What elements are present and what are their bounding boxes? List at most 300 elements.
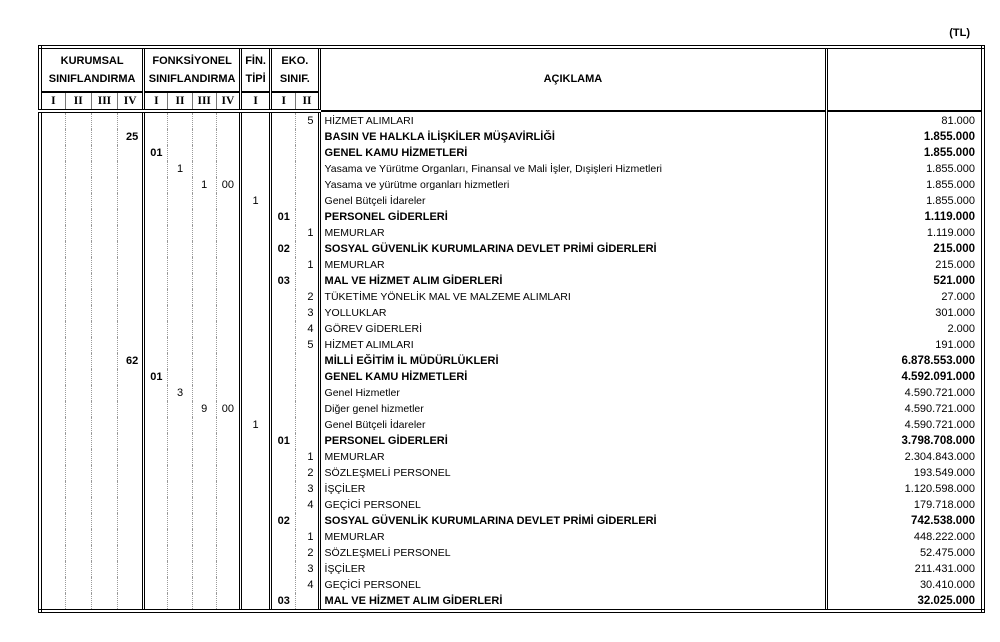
amount-cell: 301.000 [935,307,975,319]
fonksiyonel-iv-cell [216,545,240,561]
eko-i-cell [271,417,296,433]
kurumsal-iv-cell [118,111,144,129]
fonksiyonel-ii-cell [168,545,192,561]
fonksiyonel-ii-cell [168,177,192,193]
kurumsal-line1: KURUMSAL [60,54,124,67]
table-row [40,111,983,129]
table-row [40,417,983,433]
eko-i-cell [271,529,296,545]
kurumsal-ii-cell [65,561,91,577]
description-cell: SOSYAL GÜVENLİK KURUMLARINA DEVLET PRİMİ GİDERLERİ [319,241,827,257]
fin-tipi-cell [240,337,270,353]
amount-cell: 1.119.000 [924,211,975,223]
eko-i-cell: 02 [271,513,296,529]
fonksiyonel-iii-cell [192,497,216,513]
description-cell: Diğer genel hizmetler [319,401,827,417]
eko-ii-cell: 2 [296,465,319,481]
fin-tipi-cell [240,545,270,561]
kurumsal-iv-cell [118,177,144,193]
amount-cell: 32.025.000 [917,595,975,607]
kurumsal-iv-cell [118,305,144,321]
kurumsal-iii-cell [91,369,117,385]
fonksiyonel-i-cell [144,497,168,513]
fonksiyonel-ii-cell [168,129,192,145]
table-row [40,241,983,257]
table-row [40,129,983,145]
fonksiyonel-iv-cell [216,145,240,161]
table-row [40,545,983,561]
kurumsal-ii-cell [65,257,91,273]
eko-ii-cell [296,161,319,177]
description-cell: Genel Bütçeli İdareler [319,417,827,433]
kurumsal-iii-cell [91,145,117,161]
kurumsal-ii-cell [65,241,91,257]
fonksiyonel-iii-cell [192,353,216,369]
kurumsal-iii-cell [91,161,117,177]
table-row [40,481,983,497]
amount-cell: 215.000 [933,243,975,255]
description-cell: PERSONEL GİDERLERİ [319,209,827,225]
table-row [40,209,983,225]
fonksiyonel-ii-cell [168,529,192,545]
table-row [40,401,983,417]
fonksiyonel-line1: FONKSİYONEL [152,54,232,67]
fin-tipi-cell [240,257,270,273]
table-row [40,305,983,321]
fonksiyonel-ii-cell [168,209,192,225]
kurumsal-ii-cell [65,529,91,545]
eko-ii-cell [296,273,319,289]
fin-tipi-cell [240,481,270,497]
fonksiyonel-i-cell [144,545,168,561]
fonksiyonel-ii-cell [168,369,192,385]
fonksiyonel-i-cell: 01 [144,145,168,161]
fonksiyonel-iv-cell [216,209,240,225]
kurumsal-ii-cell [65,161,91,177]
kurumsal-iii-cell [91,337,117,353]
fonksiyonel-i-cell [144,337,168,353]
fonksiyonel-i-cell [144,241,168,257]
description-cell: GENEL KAMU HİZMETLERİ [319,145,827,161]
fonksiyonel-ii-cell [168,561,192,577]
kurumsal-iv-cell [118,273,144,289]
kurumsal-iv-cell [118,561,144,577]
kurumsal-iv-cell [118,193,144,209]
table-row [40,273,983,289]
fonksiyonel-iii-cell [192,545,216,561]
kurumsal-ii-cell [65,225,91,241]
fonksiyonel-iv-cell [216,161,240,177]
kurumsal-ii-cell [65,129,91,145]
kurumsal-ii-cell [65,111,91,129]
kurumsal-iv-cell [118,225,144,241]
kurumsal-iii-cell [91,305,117,321]
eko-i-cell [271,177,296,193]
table-body [40,111,983,611]
kurumsal-iv-cell [118,545,144,561]
fonksiyonel-iii-cell [192,369,216,385]
kurumsal-ii-cell [65,273,91,289]
fonksiyonel-ii-cell [168,193,192,209]
eko-i-cell [271,561,296,577]
description-cell: TÜKETİME YÖNELİK MAL VE MALZEME ALIMLARI [319,289,827,305]
kurumsal-i-cell [40,161,65,177]
fonksiyonel-ii-cell [168,465,192,481]
fonksiyonel-ii-cell [168,241,192,257]
table-row [40,577,983,593]
eko-ii-cell: 3 [296,561,319,577]
fin-tipi-cell [240,385,270,401]
table-row [40,161,983,177]
fonksiyonel-iii-cell [192,257,216,273]
kurumsal-ii-cell [65,193,91,209]
kurumsal-i-cell [40,273,65,289]
kurumsal-i-cell [40,289,65,305]
fonksiyonel-ii-cell [168,257,192,273]
eko-line1: EKO. [281,54,309,67]
fonksiyonel-iv-cell: 00 [216,401,240,417]
kurumsal-col-ii: II [65,92,91,111]
amount-cell: 81.000 [941,114,975,127]
fonksiyonel-ii-cell [168,417,192,433]
amount-cell: 742.538.000 [911,515,975,527]
fonksiyonel-iv-cell [216,273,240,289]
kurumsal-iii-cell [91,257,117,273]
fonksiyonel-iv-cell [216,593,240,611]
fonksiyonel-iv-cell [216,289,240,305]
fonksiyonel-iii-cell [192,481,216,497]
fin-line2: TİPİ [245,73,266,85]
kurumsal-iii-cell [91,129,117,145]
eko-ii-cell: 4 [296,321,319,337]
eko-ii-cell [296,385,319,401]
fonksiyonel-line2: SINIFLANDIRMA [148,73,236,85]
kurumsal-ii-cell [65,209,91,225]
kurumsal-iv-cell [118,401,144,417]
kurumsal-i-cell [40,433,65,449]
kurumsal-ii-cell [65,305,91,321]
table-row [40,145,983,161]
kurumsal-i-cell [40,401,65,417]
kurumsal-line2: SINIFLANDIRMA [48,73,136,85]
kurumsal-i-cell [40,209,65,225]
fonksiyonel-ii-cell [168,225,192,241]
eko-i-cell [271,545,296,561]
kurumsal-iii-cell [91,225,117,241]
kurumsal-i-cell [40,193,65,209]
table-row [40,321,983,337]
fonksiyonel-ii-cell [168,337,192,353]
fonksiyonel-iv-cell [216,337,240,353]
kurumsal-i-cell [40,321,65,337]
amount-cell: 179.718.000 [913,499,975,511]
eko-i-cell [271,449,296,465]
eko-ii-cell: 2 [296,545,319,561]
amount-cell: 4.590.721.000 [904,403,975,415]
description-cell: HİZMET ALIMLARI [319,111,827,129]
fonksiyonel-i-cell [144,401,168,417]
kurumsal-i-cell [40,225,65,241]
fonksiyonel-iii-cell [192,111,216,129]
fonksiyonel-iv-cell [216,561,240,577]
fonksiyonel-iii-cell [192,289,216,305]
fonksiyonel-ii-cell [168,449,192,465]
fonksiyonel-iv-cell [216,321,240,337]
kurumsal-iv-cell [118,449,144,465]
kurumsal-i-cell [40,257,65,273]
fin-tipi-cell [240,289,270,305]
fonksiyonel-i-cell [144,289,168,305]
fonksiyonel-ii-cell [168,481,192,497]
kurumsal-iii-cell [91,177,117,193]
eko-i-cell: 02 [271,241,296,257]
fonksiyonel-iv-cell [216,369,240,385]
amount-cell: 4.592.091.000 [901,371,975,383]
kurumsal-i-cell [40,529,65,545]
fin-tipi-cell [240,353,270,369]
fonksiyonel-iv-cell [216,433,240,449]
fonksiyonel-i-cell [144,161,168,177]
eko-ii-cell: 1 [296,449,319,465]
fonksiyonel-iii-cell [192,241,216,257]
eko-ii-cell: 4 [296,577,319,593]
aciklama-header: AÇIKLAMA [319,47,827,111]
fonksiyonel-ii-cell [168,401,192,417]
description-cell: MAL VE HİZMET ALIM GİDERLERİ [319,593,827,611]
fonksiyonel-ii-cell [168,145,192,161]
eko-i-cell [271,321,296,337]
kurumsal-iii-cell [91,513,117,529]
kurumsal-iv-cell [118,433,144,449]
eko-i-cell [271,257,296,273]
fonksiyonel-iii-cell [192,593,216,611]
kurumsal-iii-cell [91,289,117,305]
fonksiyonel-iii-cell [192,433,216,449]
amount-cell: 1.120.598.000 [904,483,975,495]
kurumsal-iv-cell [118,145,144,161]
fin-tipi-cell [240,111,270,129]
fonksiyonel-ii-cell: 3 [168,385,192,401]
kurumsal-iv-cell [118,577,144,593]
fin-tipi-cell [240,145,270,161]
description-cell: Yasama ve Yürütme Organları, Finansal ve Mali İşler, Dışişleri Hizmetleri [319,161,827,177]
table-row [40,497,983,513]
fonksiyonel-i-cell [144,273,168,289]
kurumsal-i-cell [40,305,65,321]
fin-tipi-cell [240,513,270,529]
eko-ii-cell: 5 [296,337,319,353]
amount-cell: 27.000 [941,291,975,303]
fin-tipi-cell [240,177,270,193]
amount-cell: 1.119.000 [926,227,975,239]
fonksiyonel-iii-cell: 1 [192,177,216,193]
fonksiyonel-iii-cell [192,529,216,545]
kurumsal-iii-cell [91,111,117,129]
eko-ii-cell [296,241,319,257]
fonksiyonel-col-i: I [144,92,168,111]
amount-cell: 2.304.843.000 [904,451,975,463]
table-row [40,193,983,209]
kurumsal-iv-cell: 62 [118,353,144,369]
table-row [40,529,983,545]
fonksiyonel-ii-cell [168,497,192,513]
eko-ii-cell [296,513,319,529]
table-row [40,385,983,401]
fin-tipi-cell: 1 [240,193,270,209]
amount-cell: 4.590.721.000 [904,419,975,431]
amount-cell: 521.000 [933,275,975,287]
amount-cell: 1.855.000 [923,131,975,143]
fin-tipi-cell [240,241,270,257]
kurumsal-ii-cell [65,577,91,593]
fonksiyonel-iii-cell [192,385,216,401]
fonksiyonel-iii-cell [192,145,216,161]
description-cell: HİZMET ALIMLARI [319,337,827,353]
fonksiyonel-iv-cell [216,193,240,209]
description-cell: İŞÇİLER [319,561,827,577]
fonksiyonel-ii-cell [168,353,192,369]
eko-ii-cell [296,417,319,433]
fonksiyonel-i-cell [144,593,168,611]
fonksiyonel-col-iv: IV [216,92,240,111]
kurumsal-ii-cell [65,593,91,611]
table-row [40,369,983,385]
kurumsal-iv-cell [118,593,144,611]
fonksiyonel-iv-cell [216,257,240,273]
fin-tipi-cell [240,401,270,417]
fonksiyonel-ii-cell [168,513,192,529]
fonksiyonel-i-cell [144,111,168,129]
description-cell: GEÇİCİ PERSONEL [319,577,827,593]
eko-ii-cell: 1 [296,257,319,273]
fonksiyonel-iv-cell [216,513,240,529]
amount-cell: 6.878.553.000 [901,355,975,367]
kurumsal-iv-cell [118,337,144,353]
amount-cell: 448.222.000 [913,531,975,543]
fin-tipi-cell [240,273,270,289]
eko-ii-cell: 2 [296,289,319,305]
kurumsal-iii-cell [91,561,117,577]
kurumsal-iii-cell [91,209,117,225]
kurumsal-iii-cell [91,193,117,209]
table-row [40,513,983,529]
kurumsal-i-cell [40,417,65,433]
eko-i-cell: 03 [271,273,296,289]
fonksiyonel-ii-cell [168,577,192,593]
kurumsal-iv-cell [118,209,144,225]
fonksiyonel-i-cell [144,513,168,529]
table-row [40,177,983,193]
eko-i-cell [271,481,296,497]
fonksiyonel-ii-cell [168,433,192,449]
fonksiyonel-iii-cell [192,513,216,529]
kurumsal-ii-cell [65,385,91,401]
kurumsal-ii-cell [65,401,91,417]
kurumsal-i-cell [40,449,65,465]
eko-ii-cell [296,401,319,417]
fonksiyonel-i-cell [144,481,168,497]
amount-cell: 1.855.000 [926,163,975,175]
description-cell: Yasama ve yürütme organları hizmetleri [319,177,827,193]
kurumsal-i-cell [40,577,65,593]
fin-tipi-cell [240,209,270,225]
kurumsal-i-cell [40,129,65,145]
description-cell: İŞÇİLER [319,481,827,497]
fonksiyonel-iv-cell [216,449,240,465]
description-cell: MEMURLAR [319,257,827,273]
fonksiyonel-iv-cell [216,497,240,513]
fonksiyonel-iii-cell [192,465,216,481]
currency-unit-label: (TL) [949,27,970,39]
kurumsal-iii-cell [91,385,117,401]
fonksiyonel-siniflandirma-header [144,47,241,92]
kurumsal-iv-cell [118,241,144,257]
fonksiyonel-iii-cell [192,161,216,177]
fonksiyonel-iv-cell [216,111,240,129]
fonksiyonel-iv-cell [216,417,240,433]
eko-ii-cell: 1 [296,529,319,545]
fonksiyonel-iv-cell [216,529,240,545]
kurumsal-i-cell [40,369,65,385]
fonksiyonel-iii-cell [192,193,216,209]
fin-tipi-cell [240,305,270,321]
fonksiyonel-i-cell [144,529,168,545]
kurumsal-iv-cell [118,321,144,337]
kurumsal-iv-cell [118,289,144,305]
kurumsal-ii-cell [65,465,91,481]
kurumsal-i-cell [40,177,65,193]
kurumsal-iii-cell [91,241,117,257]
description-cell: MAL VE HİZMET ALIM GİDERLERİ [319,273,827,289]
eko-i-cell [271,289,296,305]
kurumsal-iv-cell: 25 [118,129,144,145]
eko-i-cell [271,161,296,177]
kurumsal-iii-cell [91,497,117,513]
fonksiyonel-i-cell [144,561,168,577]
table-row [40,225,983,241]
fin-tipi-cell [240,577,270,593]
fin-tipi-cell [240,161,270,177]
kurumsal-iii-cell [91,433,117,449]
fonksiyonel-iii-cell [192,129,216,145]
amount-cell: 52.475.000 [919,547,975,559]
fonksiyonel-iii-cell: 9 [192,401,216,417]
amount-cell: 1.855.000 [926,179,975,191]
eko-ii-cell [296,177,319,193]
amount-column-header [827,47,983,111]
kurumsal-ii-cell [65,433,91,449]
kurumsal-iii-cell [91,529,117,545]
eko-ii-cell: 5 [296,111,319,129]
description-cell: GENEL KAMU HİZMETLERİ [319,369,827,385]
fonksiyonel-ii-cell [168,593,192,611]
amount-cell: 191.000 [935,339,975,351]
eko-ii-cell: 3 [296,305,319,321]
fin-tipi-cell [240,561,270,577]
fonksiyonel-iii-cell [192,577,216,593]
fonksiyonel-iii-cell [192,561,216,577]
kurumsal-ii-cell [65,449,91,465]
eko-i-cell: 01 [271,433,296,449]
amount-cell: 1.855.000 [926,195,975,207]
kurumsal-ii-cell [65,353,91,369]
eko-i-cell [271,337,296,353]
description-cell: BASIN VE HALKLA İLİŞKİLER MÜŞAVİRLİĞİ [319,129,827,145]
fin-tipi-cell [240,465,270,481]
table-row [40,593,983,611]
kurumsal-i-cell [40,481,65,497]
fonksiyonel-i-cell [144,449,168,465]
